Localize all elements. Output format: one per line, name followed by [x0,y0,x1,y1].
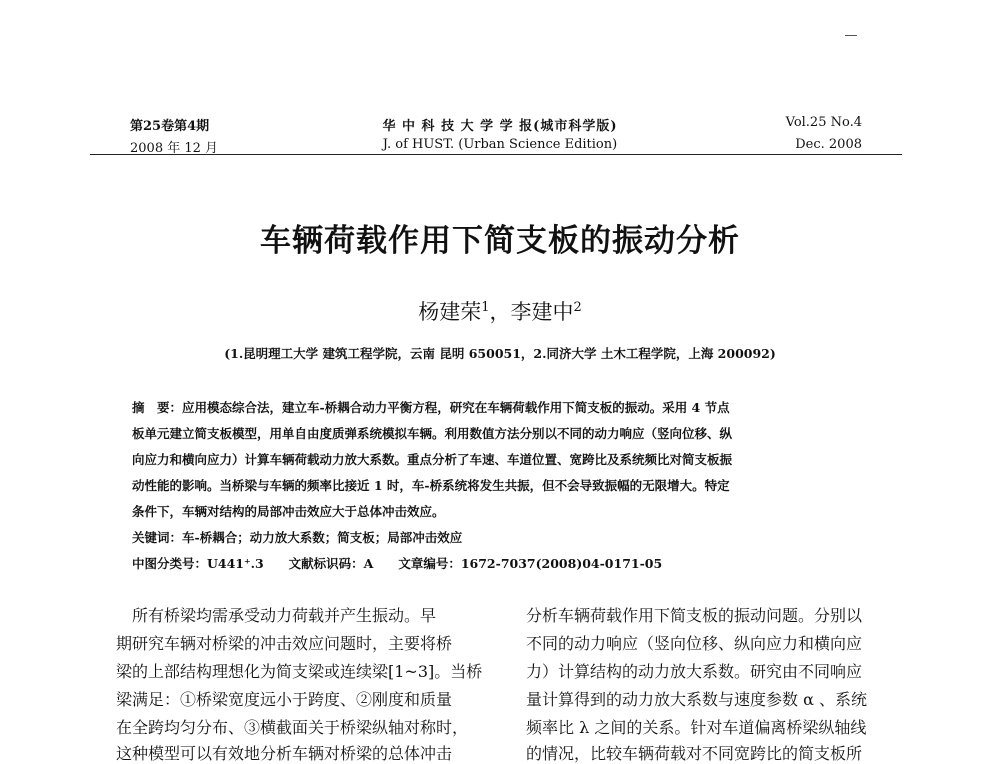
author-1: 杨建荣 [418,300,482,324]
body-right-line: 分析车辆荷载作用下简支板的振动问题。分别以 [526,606,863,625]
header-date-en: Dec. 2008 [795,137,862,152]
body-left-line: 在全跨均匀分布、③横截面关于桥梁纵轴对称时， [116,718,469,737]
body-right-line: 量计算得到的动力放大系数与速度参数 α 、系统 [526,690,867,709]
body-left-line: 期研究车辆对桥梁的冲击效应问题时，主要将桥 [116,634,453,653]
author-line [0,296,1000,326]
body-left-line: 梁的上部结构理想化为简支梁或连续梁[1~3]。当桥 [116,662,483,681]
abstract-line: 向应力和横向应力）计算车辆荷载动力放大系数。重点分析了车速、车道位置、宽跨比及系统频比对简支板振 [132,452,733,467]
header-journal-en: J. of HUST. (Urban Science Edition) [382,137,618,152]
header-rule [90,154,902,155]
header-date: 2008 年 12 月 [130,141,219,156]
header-journal-cn: 华 中 科 技 大 学 学 报(城市科学版) [382,119,618,134]
affiliation: (1.昆明理工大学 建筑工程学院，云南 昆明 650051，2.同济大学 土木工程学院，上海 200092) [224,346,776,361]
classification-line: 中图分类号：U441⁺.3 文献标识码：A 文章编号：1672-7037(2008)04-0171-05 [132,556,663,571]
scan-mark [845,35,857,36]
abstract-line: 摘 要：应用模态综合法，建立车-桥耦合动力平衡方程，研究在车辆荷载作用下简支板的振动。采用 4 节点 [132,400,730,415]
body-left-line: 梁满足：①桥梁宽度远小于跨度、②刚度和质量 [116,690,453,709]
paper-title: 车辆荷载作用下简支板的振动分析 [260,223,740,259]
author-2: 李建中 [510,300,574,324]
abstract-line: 板单元建立简支板模型，用单自由度质弹系统模拟车辆。利用数值方法分别以不同的动力响应（竖向位移、纵 [132,426,733,441]
body-right-line: 的情况，比较车辆荷载对不同宽跨比的简支板所 [526,744,863,763]
abstract-line: 条件下，车辆对结构的局部冲击效应大于总体冲击效应。 [132,504,445,519]
body-right-line: 频率比 λ 之间的关系。针对车道偏离桥梁纵轴线 [526,718,867,737]
body-right-line: 力）计算结构的动力放大系数。研究由不同响应 [526,662,863,681]
body-right-line: 不同的动力响应（竖向位移、纵向应力和横向应 [526,634,863,653]
author-separator: ， [489,300,511,324]
header-vol-en: Vol.25 No.4 [785,115,862,130]
author-1-affil: 1 [481,300,490,315]
keywords: 关键词：车-桥耦合；动力放大系数；简支板；局部冲击效应 [132,530,463,545]
body-left-line: 这种模型可以有效地分析车辆对桥梁的总体冲击 [116,744,453,763]
abstract-line: 动性能的影响。当桥梁与车辆的频率比接近 1 时，车-桥系统将发生共振，但不会导致振幅的无限增大。特定 [132,478,730,493]
header-volume: 第25卷第4期 [130,119,210,134]
body-left-line: 所有桥梁均需承受动力荷载并产生振动。早 [116,606,437,625]
author-2-affil: 2 [573,300,582,315]
